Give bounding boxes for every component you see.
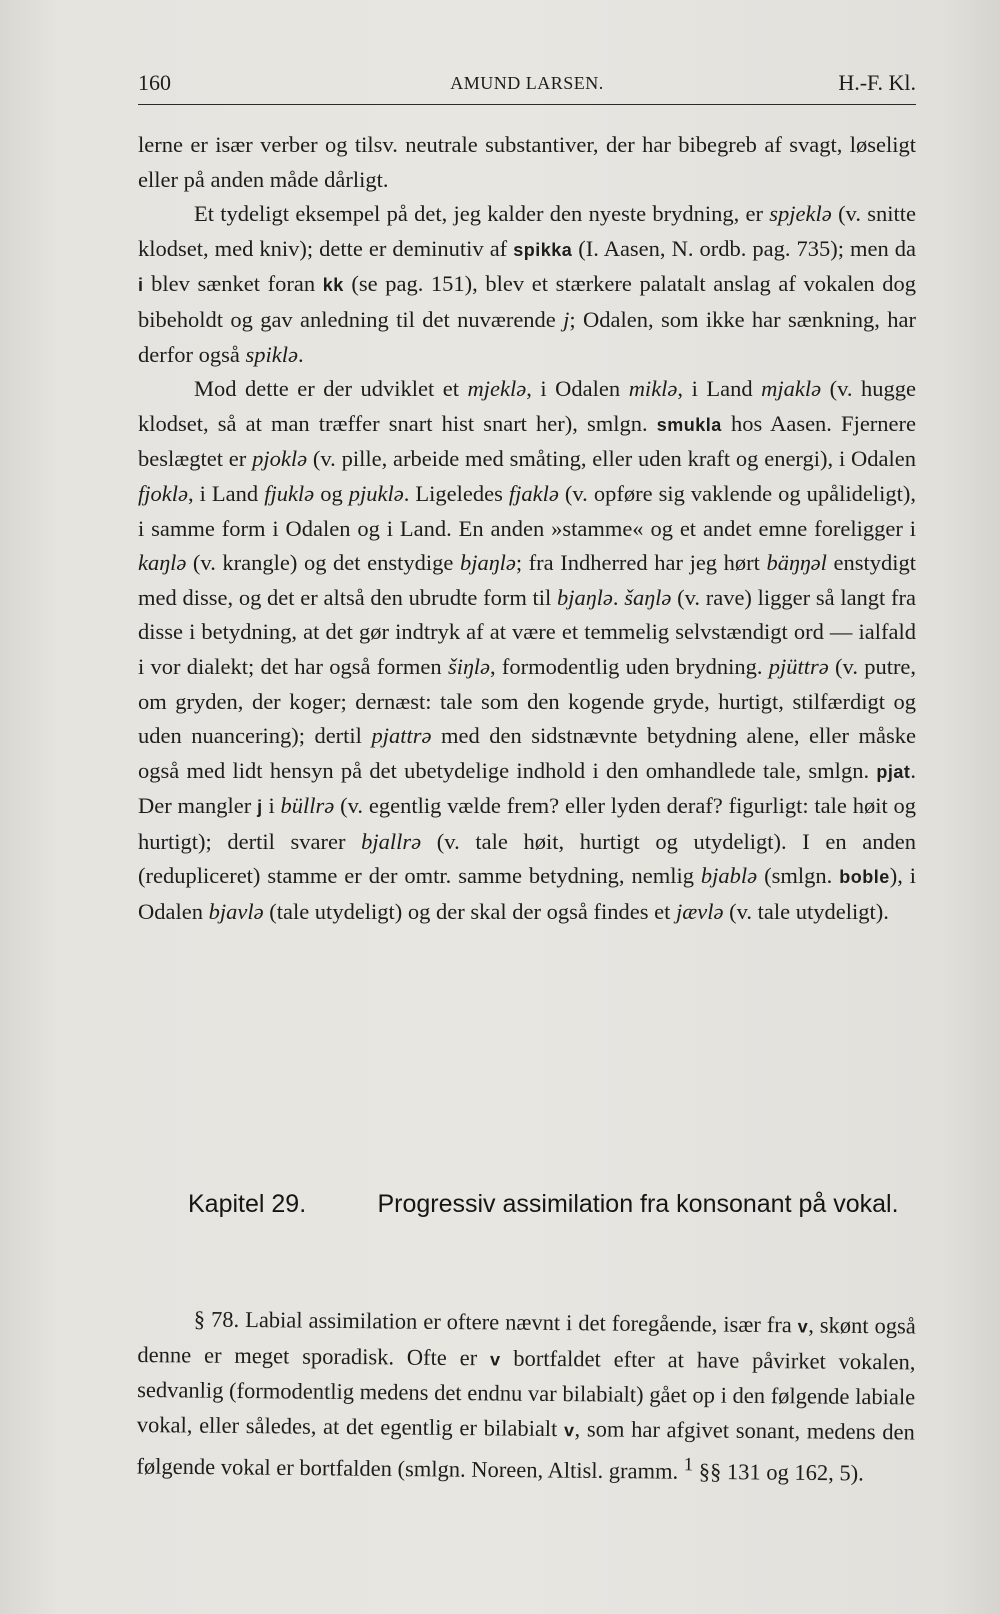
cited-word: boble xyxy=(839,867,890,888)
text-run: , skønt også denne er meget sporadisk. Ofte er xyxy=(137,1312,916,1370)
text-run: (v. rave) ligger så langt fra disse i betydning, at det gør indtryk af at være et temmelig selvstændigt ord — ialfald i vor dialekt; det har også formen xyxy=(138,584,917,679)
paragraph-2 xyxy=(138,197,916,372)
text-run: Et tydeligt eksempel på det, jeg kalder den nyeste brydning, er xyxy=(194,201,763,227)
text-run: (v. hugge klodset, så at man træffer snart hist snart her), smlgn. xyxy=(138,376,917,436)
text-run: (v. egentlig vælde frem? eller lyden deraf? figurligt: tale høit og hurtigt); dertil svarer xyxy=(138,793,917,854)
paragraph-1 xyxy=(138,128,916,197)
text-run: , i Land xyxy=(187,480,259,506)
dialect-form: fjoklə xyxy=(138,480,188,506)
cited-sound: v xyxy=(797,1316,809,1337)
text-run: blev sænket foran xyxy=(151,271,316,297)
text-run: (v. tale høit, hurtigt og utydeligt). I en anden (redupliceret) stamme er der omtr. samme betydning, nemlig xyxy=(138,828,917,889)
dialect-form: pjüttrə xyxy=(768,653,829,679)
running-header xyxy=(138,70,916,105)
text-run: . Der mangler xyxy=(138,757,916,819)
cited-word: pjat xyxy=(876,761,911,782)
dialect-form: bjavlə xyxy=(208,899,264,925)
cited-sound: j xyxy=(257,797,263,818)
section-78 xyxy=(136,1302,916,1492)
dialect-form: kaŋlə xyxy=(138,550,187,576)
dialect-form: spjeklə xyxy=(769,201,832,227)
text-run: , som har afgivet sonant, medens den følgende vokal er bortfalden (smlgn. Noreen, Altisl. gramm. xyxy=(136,1415,915,1485)
cited-word: spikka xyxy=(513,239,573,260)
text-run: (v. krangle) og det enstydige xyxy=(192,550,454,576)
text-run: Mod dette er der udviklet et xyxy=(194,376,460,402)
edition-superscript: 1 xyxy=(683,1454,694,1476)
dialect-form: mjeklə xyxy=(467,376,527,402)
text-run: . Ligeledes xyxy=(403,480,503,506)
text-run: (v. pille, arbeide med småting, eller uden kraft og energi), i Odalen xyxy=(312,446,916,472)
section-paragraph xyxy=(136,1302,916,1492)
text-run: i xyxy=(268,793,275,819)
text-run: , i Odalen xyxy=(526,376,621,402)
text-run: og xyxy=(320,480,343,506)
dialect-form: pjuklə xyxy=(348,480,404,506)
running-title: AMUND LARSEN. xyxy=(450,73,604,93)
text-run: (v. tale utydeligt). xyxy=(729,899,889,925)
chapter-heading xyxy=(138,1182,916,1226)
cited-sound: i xyxy=(138,275,144,296)
text-run: bortfaldet efter at have påvirket vokalen, sedvanlig (formodentlig medens det endnu var bilabialt) gået op i den følgende labiale vokal, eller således, at det egentlig er bilabialt xyxy=(136,1345,916,1441)
text-run: med den sidstnævnte betydning alene, eller måske også med lidt hensyn på det ubetydelige indhold i den omhandlede tale, smlgn. xyxy=(138,723,917,783)
series-label: H.-F. Kl. xyxy=(838,70,916,95)
text-run: §§ 131 og 162, 5). xyxy=(698,1459,864,1486)
text-run: . xyxy=(612,584,619,610)
cited-sound: v xyxy=(563,1419,575,1440)
dialect-form: šiŋlə xyxy=(447,653,491,679)
text-run: lerne er især verber og tilsv. neutrale substantiver, der har bibegreb af svagt, løseligt eller på anden måde dårligt. xyxy=(138,132,916,192)
dialect-form: pjoklə xyxy=(252,446,308,472)
text-run: (se pag. 151), blev et stærkere palatalt anslag af vokalen dog bibeholdt og gav anledning til det nuværende xyxy=(138,271,917,332)
text-run: ; fra Indherred har jeg hørt xyxy=(515,550,760,576)
cited-word: smukla xyxy=(656,414,722,435)
cited-sound: kk xyxy=(322,275,344,296)
dialect-form: j xyxy=(563,306,570,332)
text-run: (v. opføre sig vaklende og upålideligt), i samme form i Odalen og i Land. En anden »stamme« og et andet emne foreligger i xyxy=(138,480,916,541)
text-run: (v. snitte klodset, med kniv); dette er deminutiv af xyxy=(138,201,917,261)
page-number: 160 xyxy=(138,70,171,95)
text-run: hos Aasen. Fjernere beslægtet er xyxy=(138,410,917,472)
text-run: enstydigt med disse, og det er altså den ubrudte form til xyxy=(138,550,917,610)
dialect-form: büllrə xyxy=(280,793,335,819)
text-run: . xyxy=(297,341,304,367)
dialect-form: šaŋlə xyxy=(624,584,672,610)
text-run: ), i Odalen xyxy=(138,863,917,925)
text-run: § 78. Labial assimilation er oftere nævnt i det foregående, især fra xyxy=(193,1306,792,1338)
dialect-form: pjattrə xyxy=(371,723,432,749)
chapter-number: Kapitel 29. xyxy=(188,1190,307,1218)
text-run: (smlgn. xyxy=(764,863,833,889)
dialect-form: miklə xyxy=(628,376,678,402)
text-run: ; Odalen, som ikke har sænkning, har derfor også xyxy=(138,306,916,367)
dialect-form: fjuklə xyxy=(264,480,315,506)
text-run: (I. Aasen, N. ordb. pag. 735); men da xyxy=(578,235,917,261)
text-run: (tale utydeligt) og der skal der også findes et xyxy=(269,899,671,925)
paragraph-3 xyxy=(138,372,916,930)
dialect-form: bjallrə xyxy=(361,828,422,854)
dialect-form: jævlə xyxy=(675,899,724,925)
dialect-form: bjaŋlə xyxy=(459,550,516,576)
cited-sound: v xyxy=(489,1348,501,1370)
dialect-form: bjaŋlə xyxy=(557,584,613,610)
dialect-form: spiklə xyxy=(245,341,298,367)
body-text xyxy=(138,128,916,930)
dialect-form: mjaklə xyxy=(761,376,822,402)
dialect-form: bäŋŋəl xyxy=(766,550,827,576)
text-run: , formodentlig uden brydning. xyxy=(490,653,763,679)
text-run: (v. putre, om gryden, der koger; dernæst: tale som den kogende gryde, hurtigt, stilfærdigt og uden nuancering); dertil xyxy=(138,653,917,749)
dialect-form: fjaklə xyxy=(508,480,559,506)
dialect-form: bjablə xyxy=(700,863,758,889)
text-run: , i Land xyxy=(677,376,753,402)
chapter-title: Progressiv assimilation fra konsonant på vokal. xyxy=(377,1190,899,1218)
